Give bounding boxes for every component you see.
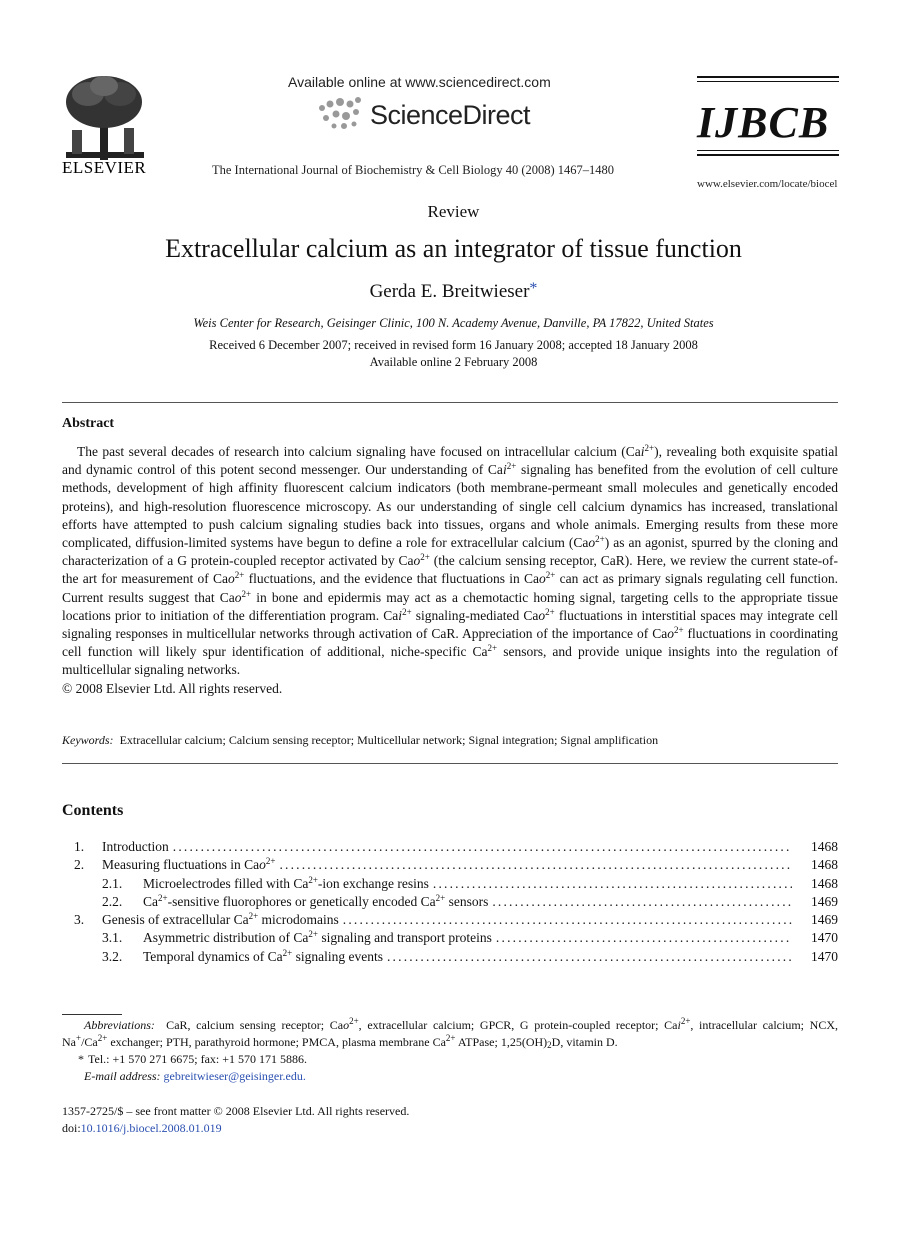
divider: [62, 402, 838, 403]
toc-number: 1.: [74, 839, 85, 854]
email-footnote: [62, 1068, 838, 1085]
toc-page: 1468: [811, 857, 838, 872]
toc-page: 1468: [811, 839, 838, 854]
copyright-line: © 2008 Elsevier Ltd. All rights reserved.: [62, 680, 283, 696]
tel-fax: Tel.: +1 570 271 6675; fax: +1 570 171 5886.: [88, 1052, 308, 1066]
abbreviations-label: Abbreviations:: [84, 1018, 155, 1032]
journal-citation: The International Journal of Biochemistry & Cell Biology 40 (2008) 1467–1480: [212, 163, 615, 177]
toc-title: Asymmetric distribution of Ca: [143, 930, 309, 945]
footnote-rule: [62, 1014, 122, 1015]
toc-title: Measuring fluctuations in Ca: [102, 857, 260, 872]
toc-number: 2.: [74, 857, 85, 872]
journal-rule: [697, 154, 839, 156]
divider: [62, 763, 838, 764]
keywords-list: Extracellular calcium; Calcium sensing receptor; Multicellular network; Signal integration; Signal amplification: [119, 733, 659, 747]
author-footnote-link[interactable]: *: [529, 280, 538, 297]
article-type: Review: [427, 202, 480, 221]
toc-entry[interactable]: 3. Genesis of extracellular $Ca^{2+}$ microdomains ..... 1469: [62, 911, 838, 929]
author-name: Gerda E. Breitwieser: [369, 281, 530, 302]
journal-logo: IJBCB: [697, 98, 830, 147]
toc-page: 1470: [811, 930, 838, 945]
sciencedirect-dots-icon: [314, 96, 374, 132]
keywords-line: [62, 733, 658, 748]
toc-entry[interactable]: 2.1. Microelectrodes filled with $Ca^{2+}$-ion exchange resins ..... 1468: [62, 875, 838, 893]
sciencedirect-logo[interactable]: ScienceDirect: [370, 100, 531, 130]
toc-title: Microelectrodes filled with Ca: [143, 876, 309, 891]
abstract-heading: Abstract: [62, 416, 115, 431]
doi-link[interactable]: 10.1016/j.biocel.2008.01.019: [80, 1121, 222, 1135]
toc-page: 1469: [811, 894, 838, 909]
abbreviations-footnote: Abbreviations: CaR, calcium sensing receptor; Cao$^{2+}$, extracellular calcium; GPCR, G protein-coupled receptor; Cai$^{2+}$, intracellular calcium; NCX, $Na^+/Ca^{2+}$ exchanger; PTH, parathyroid hormone; PMCA, plasma membrane $Ca^{2+}$ ATPase; $1,25(OH)_2D$, vitamin D.: [62, 1016, 838, 1050]
toc-entry[interactable]: 3.1. Asymmetric distribution of $Ca^{2+}$ signaling and transport proteins ..... 1470: [62, 929, 838, 947]
front-matter-line: 1357-2725/$ – see front matter © 2008 Elsevier Ltd. All rights reserved.: [62, 1104, 410, 1118]
toc-number: 3.2.: [102, 949, 123, 964]
affiliation: Weis Center for Research, Geisinger Clinic, 100 N. Academy Avenue, Danville, PA 17822, United States: [193, 316, 714, 330]
journal-rule: [697, 81, 839, 82]
received-dates: Received 6 December 2007; received in revised form 16 January 2008; accepted 18 January 2008: [209, 338, 698, 352]
publisher-name: ELSEVIER: [62, 158, 147, 177]
toc-title: Introduction: [102, 839, 169, 854]
email-label: E-mail address:: [84, 1069, 161, 1083]
toc-page: 1468: [811, 876, 838, 891]
doi-prefix: doi:: [62, 1121, 81, 1135]
journal-rule: [697, 76, 839, 78]
toc-entry[interactable]: [62, 838, 838, 856]
toc-title: Genesis of extracellular Ca: [102, 912, 249, 927]
journal-url-link[interactable]: www.elsevier.com/locate/biocel: [697, 178, 838, 190]
toc-number: 2.2.: [102, 894, 123, 909]
doi-line: [62, 1121, 222, 1136]
available-online-link[interactable]: Available online at www.sciencedirect.com: [288, 74, 551, 90]
article-title: Extracellular calcium as an integrator of tissue function: [165, 234, 742, 263]
contact-footnote: [62, 1051, 838, 1068]
toc-entry[interactable]: 2. Measuring fluctuations in Cao$^{2+}$ ..... 1468: [62, 856, 838, 874]
footnote-marker: *: [78, 1052, 84, 1066]
author-line: [0, 280, 907, 303]
available-online-date: Available online 2 February 2008: [369, 355, 538, 369]
toc-page: 1470: [811, 949, 838, 964]
toc-entry[interactable]: 2.2. $Ca^{2+}$-sensitive fluorophores or genetically encoded $Ca^{2+}$ sensors ..... 1469: [62, 893, 838, 911]
toc-page: 1469: [811, 912, 838, 927]
keywords-label: Keywords:: [62, 733, 114, 747]
abstract-text: The past several decades of research into calcium signaling have focused on intracellular calcium (Cai$^{2+}$), revealing both exquisite spatial and dynamic control of this potent second messenger. Our understanding of Cai$^{2+}$ signaling has benefited from the evolution of cell culture methods, development of high affinity fluorescent calcium indicators (both membrane-permeant small molecules and genetically encoded proteins), and high-resolution fluorescence microscopy. As our understanding of single cell calcium dynamics has increased, translational efforts have attempted to push calcium signaling studies back into tissues, organs and whole animals. Emerging results from these more complicated, diffusion-limited systems have begun to define a role for extracellular calcium (Cao$^{2+}$) as an agonist, spurred by the cloning and characterization of a G protein-coupled receptor activated by Cao$^{2+}$ (the calcium sensing receptor, CaR). Here, we review the current state-of-the art for measurement of Cao$^{2+}$ fluctuations, and the evidence that fluctuations in Cao$^{2+}$ can act as primary signals regulating cell function. Current results suggest that Cao$^{2+}$ in bone and epidermis may act as a chemotactic homing signal, targeting cells to the appropriate tissue locations prior to initiation of the differentiation program. Cai$^{2+}$ signaling-mediated Cao$^{2+}$ fluctuations in interstitial spaces may integrate cell signaling responses in multicellular networks through activation of CaR. Appreciation of the importance of Cao$^{2+}$ fluctuations in coordinating cell function will likely spur identification of additional, niche-specific $Ca^{2+}$ sensors, and provide unique insights into the regulation of multicellular signaling networks. © 2008 Elsevier Ltd. All rights reserved.: [62, 443, 838, 698]
toc-number: 2.1.: [102, 876, 123, 891]
toc-entry[interactable]: 3.2. Temporal dynamics of $Ca^{2+}$ signaling events ..... 1470: [62, 948, 838, 966]
journal-rule: [697, 150, 839, 151]
toc-number: 3.1.: [102, 930, 123, 945]
toc-title: Temporal dynamics of Ca: [143, 949, 283, 964]
contents-heading: Contents: [62, 802, 124, 819]
toc-title: Ca: [143, 894, 158, 909]
email-link[interactable]: gebreitwieser@geisinger.edu.: [163, 1069, 306, 1083]
toc-number: 3.: [74, 912, 85, 927]
